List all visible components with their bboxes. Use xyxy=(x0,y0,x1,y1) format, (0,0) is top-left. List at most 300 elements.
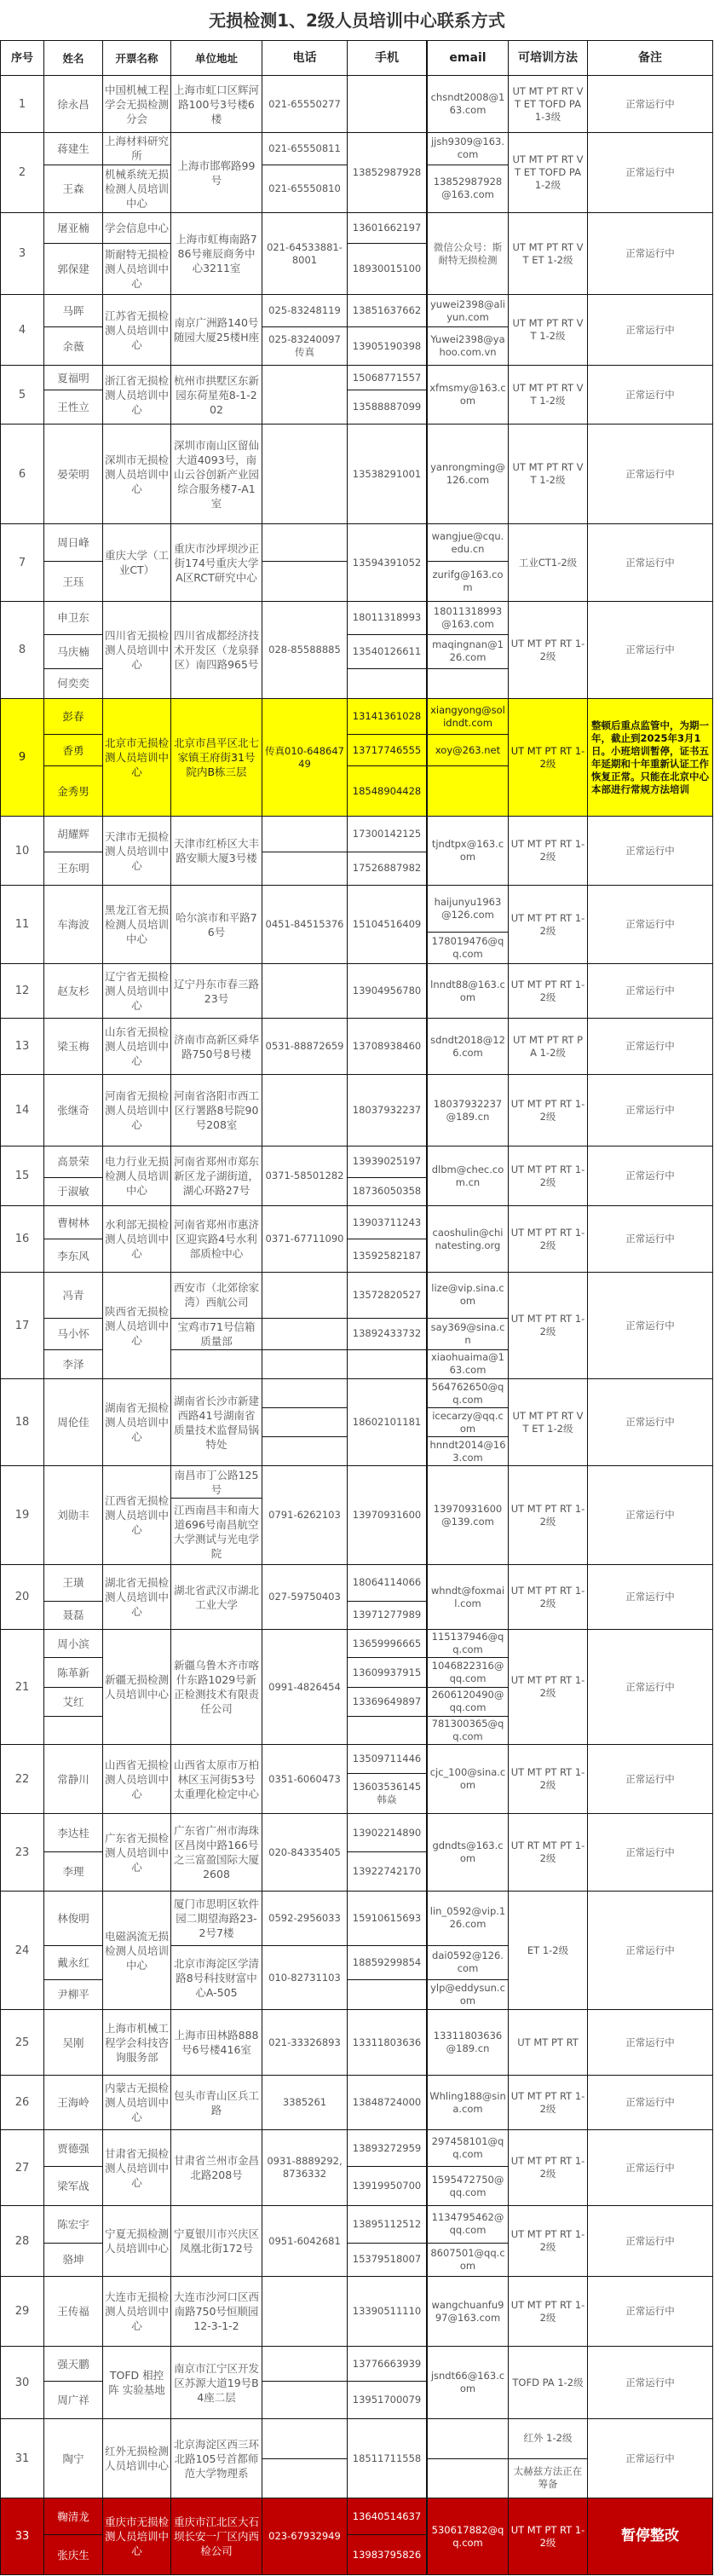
table-row xyxy=(1,2076,713,2130)
mobile-value: 13572820527 xyxy=(352,1288,422,1301)
email-value[interactable]: wangchuanfu997@163.com xyxy=(431,2298,504,2324)
cell-name xyxy=(44,1466,103,1564)
header-label: email xyxy=(449,50,487,65)
cell-remarks xyxy=(588,1075,713,1146)
invoice-name-value: 甘肃省无损检测人员培训中心 xyxy=(105,2146,170,2189)
cell-remarks xyxy=(588,1814,713,1891)
mobile-value: 13369649897 xyxy=(348,1687,426,1716)
methods-value: UT MT PT RT VT 1-2级 xyxy=(512,461,584,486)
cell-phone xyxy=(262,76,348,132)
mobile-value: 13971277989 xyxy=(348,1601,426,1629)
index-value: 27 xyxy=(14,2161,30,2175)
cell-methods xyxy=(509,1565,588,1629)
name-value: 李东风 xyxy=(44,1239,102,1272)
phone-value: 021-65550810 xyxy=(262,165,347,212)
cell-invoice-name xyxy=(103,524,171,601)
remarks-value: 正常运行中 xyxy=(625,2234,675,2247)
email-value[interactable]: cjc_100@sina.com xyxy=(429,1766,506,1791)
cell-index xyxy=(1,2130,44,2205)
email-value[interactable]: 1134795462@qq.com xyxy=(431,2211,504,2237)
address-value: 河南省郑州市惠济区迎宾路4号水利部质检中心 xyxy=(173,1218,259,1260)
cell-phone xyxy=(262,2010,348,2075)
phone-value: 0791-6262103 xyxy=(268,1509,341,1521)
phone-value xyxy=(262,817,347,852)
methods-value: UT MT PT RT 1-2级 xyxy=(510,838,585,863)
email-value[interactable]: 18037932237@189.cn xyxy=(433,1097,503,1123)
email-value[interactable]: zurifg@163.com xyxy=(428,561,508,601)
cell-invoice-name xyxy=(103,1206,171,1272)
email-value[interactable]: 1595472750@qq.com xyxy=(428,2166,508,2205)
name-value: 周日峰 xyxy=(57,536,89,550)
cell-invoice-name xyxy=(103,2419,171,2498)
header-cell-index xyxy=(1,41,44,75)
email-value[interactable]: 115137946@qq.com xyxy=(431,1631,504,1655)
cell-methods xyxy=(509,1466,588,1564)
address-value: 南京市江宁区开发区苏源大道19号B4座二层 xyxy=(173,2361,259,2404)
email-value[interactable]: tjndtpx@163.com xyxy=(431,838,504,863)
phone-value: 023-67932949 xyxy=(268,2530,341,2542)
cell-email xyxy=(428,295,509,365)
phone-value xyxy=(262,366,347,424)
methods-value: UT MT PT RT PA 1-2级 xyxy=(512,1033,584,1059)
cell-address xyxy=(171,1146,262,1205)
cell-address xyxy=(171,1379,262,1465)
methods-value: UT MT PT RT 1-2级 xyxy=(510,1584,585,1609)
email-value[interactable]: xiaohuaima@163.com xyxy=(428,1349,508,1378)
address-value: 重庆市江北区大石坝长安一厂区内西检公司 xyxy=(173,2515,259,2557)
address-value: 南京广洲路140号随园大厦25楼H座 xyxy=(173,316,260,344)
cell-invoice-name xyxy=(103,366,171,424)
table-row xyxy=(1,2130,713,2206)
cell-remarks xyxy=(588,817,713,885)
remarks-value: 正常运行中 xyxy=(625,166,675,178)
cell-index xyxy=(1,886,44,963)
cell-methods xyxy=(509,1630,588,1744)
cell-mobile xyxy=(348,1379,428,1465)
address-value: 上海市邯郸路99号 xyxy=(177,159,256,187)
cell-methods xyxy=(509,2206,588,2276)
email-value[interactable]: 8607501@qq.com xyxy=(428,2243,508,2276)
cell-phone xyxy=(262,1565,348,1629)
cell-phone xyxy=(262,817,348,885)
cell-name xyxy=(44,2419,103,2498)
cell-email xyxy=(428,2206,509,2276)
cell-methods xyxy=(509,2498,588,2574)
mobile-value: 13708938460 xyxy=(352,1040,422,1052)
name-value: 王珏 xyxy=(44,561,102,601)
email-value[interactable]: ylp@eddysun.com xyxy=(428,1979,508,2009)
cell-address xyxy=(171,1206,262,1272)
mobile-value: 13141361028 xyxy=(352,710,422,723)
header-cell-invoice-name xyxy=(103,41,171,75)
phone-value: 025-83248119 xyxy=(268,304,341,317)
name-value: 车海波 xyxy=(57,918,89,931)
cell-phone xyxy=(262,2277,348,2346)
cell-methods xyxy=(509,1814,588,1891)
cell-email xyxy=(428,1630,509,1744)
cell-remarks xyxy=(588,1379,713,1465)
phone-value: 0931-8889292,8736332 xyxy=(267,2155,343,2180)
name-value: 王东明 xyxy=(44,852,102,885)
email-value[interactable]: 178019476@qq.com xyxy=(428,932,508,963)
index-value: 26 xyxy=(14,2096,30,2109)
cell-email xyxy=(428,2010,509,2075)
cell-remarks xyxy=(588,133,713,212)
cell-email xyxy=(428,1379,509,1465)
invoice-name-value: 山西省无损检测人员培训中心 xyxy=(105,1758,170,1800)
cell-name xyxy=(44,425,103,523)
email-value[interactable]: dai0592@126.com xyxy=(428,1945,508,1979)
email-value[interactable]: 2606120490@qq.com xyxy=(428,1687,508,1716)
cell-invoice-name xyxy=(103,2076,171,2129)
phone-value: 3385261 xyxy=(282,2096,327,2108)
name-value: 蒋建生 xyxy=(57,142,89,155)
header-cell-address xyxy=(171,41,262,75)
cell-name xyxy=(44,1630,103,1744)
cell-phone xyxy=(262,2419,348,2498)
address-value: 深圳市南山区留仙大道4093号，南山云谷创新产业园综合服务楼7-A1室 xyxy=(173,438,259,510)
cell-name xyxy=(44,295,103,365)
mobile-value: 13939025197 xyxy=(352,1155,422,1168)
cell-index xyxy=(1,1745,44,1813)
email-value[interactable]: 781300365@qq.com xyxy=(428,1716,508,1744)
phone-value: 021-33326893 xyxy=(268,2036,341,2048)
email-value[interactable]: yanrongming@126.com xyxy=(430,461,505,486)
cell-index xyxy=(1,602,44,698)
name-value: 何奕奕 xyxy=(44,668,102,698)
invoice-name-value: 中国机械工程学会无损检测分会 xyxy=(105,83,170,125)
mobile-value: 18011318993 xyxy=(352,611,422,624)
methods-value: UT MT PT RT 1-2级 xyxy=(510,1097,585,1123)
cell-invoice-name xyxy=(103,2130,171,2205)
cell-email xyxy=(428,1146,509,1205)
cell-methods xyxy=(509,213,588,294)
page-title: 无损检测1、2级人员培训中心联系方式 xyxy=(209,10,505,31)
table-row xyxy=(1,2277,713,2347)
email-value[interactable]: 1046822316@qq.com xyxy=(428,1657,508,1687)
cell-invoice-name xyxy=(103,425,171,523)
email-value[interactable]: 13852987928@163.com xyxy=(428,165,508,212)
cell-methods xyxy=(509,1146,588,1205)
cell-address xyxy=(171,1466,262,1564)
email-value[interactable]: 18011318993@163.com xyxy=(433,604,503,630)
table-row xyxy=(1,699,713,817)
cell-mobile xyxy=(348,1019,428,1074)
table-header-row xyxy=(1,41,713,76)
cell-email xyxy=(428,1466,509,1564)
phone-value: 0592-2956033 xyxy=(268,1912,341,1925)
email-value[interactable]: lize@vip.sina.com xyxy=(431,1282,504,1308)
email-value[interactable]: gdndts@163.com xyxy=(432,1840,504,1864)
cell-index xyxy=(1,213,44,294)
cell-email xyxy=(428,2347,509,2418)
cell-phone xyxy=(262,425,348,523)
header-label: 备注 xyxy=(638,50,662,65)
cell-phone xyxy=(262,2076,348,2129)
email-value[interactable]: lnndt88@163.com xyxy=(430,978,505,1003)
address-value: 河南省郑州市郑东新区龙子湖街道，湖心环路27号 xyxy=(173,1155,259,1197)
cell-mobile xyxy=(348,1206,428,1272)
index-value: 8 xyxy=(18,644,26,656)
email-value[interactable]: say369@sina.cn xyxy=(428,1318,508,1349)
remarks-value: 正常运行中 xyxy=(625,247,675,259)
index-value: 2 xyxy=(18,166,26,179)
cell-methods xyxy=(509,817,588,885)
invoice-name-value: 大连市无损检测人员培训中心 xyxy=(105,2290,170,2332)
mobile-value: 18064114066 xyxy=(352,1576,422,1589)
mobile-value: 18736050358 xyxy=(348,1177,426,1205)
cell-address xyxy=(171,1019,262,1074)
header-label: 可培训方法 xyxy=(518,50,578,65)
name-value: 戴永红 xyxy=(44,1945,102,1979)
email-value[interactable]: 13311803636@189.cn xyxy=(433,2030,503,2054)
name-value: 艾红 xyxy=(44,1687,102,1716)
table-row xyxy=(1,133,713,213)
cell-phone xyxy=(262,1379,348,1465)
email-value[interactable]: hnndt2014@163.com xyxy=(428,1436,508,1465)
email-value xyxy=(428,668,508,698)
email-value[interactable]: xfmsmy@163.com xyxy=(429,382,506,407)
email-value[interactable]: 微信公众号：斯耐特无损检测 xyxy=(433,240,503,266)
phone-value: 0351-6060473 xyxy=(268,1772,341,1785)
cell-address xyxy=(171,1273,262,1378)
mobile-value: 13852987928 xyxy=(352,166,422,178)
email-value xyxy=(428,2458,508,2498)
cell-address xyxy=(171,2498,262,2574)
cell-phone xyxy=(262,213,348,294)
remarks-value: 正常运行中 xyxy=(625,1040,675,1052)
methods-value: UT MT PT RT 1-2级 xyxy=(510,744,585,770)
email-value[interactable]: Yuwei2398@yahoo.com.vn xyxy=(428,326,508,365)
name-value: 陈革新 xyxy=(44,1657,102,1687)
methods-value: UT MT PT RT 1-2级 xyxy=(510,1226,585,1251)
cell-invoice-name xyxy=(103,1630,171,1744)
name-value: 李泽 xyxy=(44,1349,102,1378)
cell-index xyxy=(1,2277,44,2346)
cell-index xyxy=(1,295,44,365)
table-row xyxy=(1,1019,713,1075)
cell-remarks xyxy=(588,425,713,523)
email-value[interactable]: yuwei2398@aliyun.com xyxy=(430,297,505,323)
phone-value xyxy=(262,1318,347,1349)
cell-phone xyxy=(262,1466,348,1564)
email-value[interactable]: Whling188@sina.com xyxy=(429,2089,506,2115)
cell-methods xyxy=(509,1075,588,1146)
remarks-value: 正常运行中 xyxy=(625,1944,675,1956)
email-value[interactable]: 13970931600@139.com xyxy=(433,1502,503,1528)
address-value: 广东省广州市海珠区昌岗中路166号之三富盈国际大厦2608 xyxy=(173,1824,259,1880)
cell-index xyxy=(1,366,44,424)
email-value[interactable]: chsndt2008@163.com xyxy=(430,91,505,116)
cell-methods xyxy=(509,1745,588,1813)
cell-email xyxy=(428,524,509,601)
email-value[interactable]: xiangyong@solidndt.com xyxy=(430,703,505,729)
cell-address xyxy=(171,602,262,698)
header-label: 手机 xyxy=(375,50,399,65)
email-value[interactable]: lin_0592@vip.126.com xyxy=(429,1905,506,1931)
mobile-value: 13540126611 xyxy=(348,634,426,668)
remarks-value: 正常运行中 xyxy=(625,97,675,110)
mobile-value: 13390511110 xyxy=(352,2305,422,2317)
cell-index xyxy=(1,1273,44,1378)
cell-remarks xyxy=(588,1630,713,1744)
mobile-value: 18548904428 xyxy=(348,765,426,816)
index-value: 33 xyxy=(14,2530,30,2543)
address-value xyxy=(171,1349,262,1378)
cell-address xyxy=(171,886,262,963)
remarks-value: 正常运行中 xyxy=(625,2452,675,2464)
mobile-value: 13905190398 xyxy=(348,326,426,365)
cell-invoice-name xyxy=(103,1019,171,1074)
mobile-value: 15104516409 xyxy=(352,918,422,930)
name-value: 晏荣明 xyxy=(57,467,89,481)
phone-value: 021-64533881-8001 xyxy=(267,240,343,266)
contact-table xyxy=(0,40,713,2575)
cell-name xyxy=(44,1075,103,1146)
cell-methods xyxy=(509,366,588,424)
email-value[interactable]: haijunyu1963@126.com xyxy=(434,895,502,921)
cell-name xyxy=(44,1565,103,1629)
name-value xyxy=(44,1716,102,1744)
phone-value: 0991-4826454 xyxy=(268,1680,341,1693)
index-value: 11 xyxy=(14,918,30,931)
email-value[interactable]: jjsh9309@163.com xyxy=(430,136,505,161)
table-row xyxy=(1,1630,713,1745)
name-value: 马晖 xyxy=(62,304,84,318)
address-value: 重庆市沙坪坝沙正街174号重庆大学A区RCT研究中心 xyxy=(173,541,259,584)
phone-value xyxy=(262,1379,347,1407)
cell-mobile xyxy=(348,1075,428,1146)
invoice-name-value: 黑龙江省无损检测人员培训中心 xyxy=(105,904,170,945)
cell-invoice-name xyxy=(103,699,171,816)
email-value[interactable]: jsndt66@163.com xyxy=(430,2370,505,2394)
remarks-value: 正常运行中 xyxy=(625,2376,675,2388)
index-value: 23 xyxy=(14,1845,30,1859)
address-value: 山西省太原市万柏林区玉河街53号太重理化检定中心 xyxy=(173,1758,259,1800)
remarks-value: 正常运行中 xyxy=(625,1509,675,1521)
email-value[interactable]: sdndt2018@126.com xyxy=(430,1033,505,1059)
header-cell-phone xyxy=(262,41,348,75)
table-row xyxy=(1,2010,713,2076)
cell-email xyxy=(428,602,509,698)
invoice-name-value: 天津市无损检测人员培训中心 xyxy=(105,829,170,872)
cell-mobile xyxy=(348,2010,428,2075)
remarks-value: 正常运行中 xyxy=(625,1104,675,1116)
mobile-value: 13311803636 xyxy=(352,2036,422,2048)
invoice-name-value: 广东省无损检测人员培训中心 xyxy=(105,1831,170,1874)
index-value: 21 xyxy=(14,1680,30,1694)
email-value[interactable]: caoshulin@chinatesting.org xyxy=(432,1226,504,1251)
mobile-value: 13592582187 xyxy=(348,1239,426,1272)
cell-mobile xyxy=(348,2419,428,2498)
mobile-value: 13609937915 xyxy=(348,1657,426,1687)
cell-index xyxy=(1,817,44,885)
cell-index xyxy=(1,524,44,601)
remarks-value: 暂停整改 xyxy=(621,2527,679,2544)
remarks-value: 正常运行中 xyxy=(625,2161,675,2174)
email-value[interactable]: icecarzy@qq.com xyxy=(428,1407,508,1436)
cell-phone xyxy=(262,1146,348,1205)
name-value: 周广祥 xyxy=(44,2381,102,2418)
table-row xyxy=(1,1892,713,2010)
cell-email xyxy=(428,2076,509,2129)
table-row xyxy=(1,2206,713,2277)
email-value[interactable]: dlbm@chec.com.cn xyxy=(431,1163,504,1188)
email-value[interactable]: 564762650@qq.com xyxy=(431,1380,504,1406)
name-value: 张庆生 xyxy=(44,2534,102,2574)
methods-value: 太赫兹方法正在筹备 xyxy=(509,2458,587,2498)
name-value: 张继奇 xyxy=(57,1104,89,1117)
name-value: 王性立 xyxy=(44,390,102,424)
invoice-name-value: 电力行业无损检测人员培训中心 xyxy=(105,1155,170,1197)
address-value: 湖南省长沙市新建西路41号湖南省质量技术监督局锅特处 xyxy=(173,1394,259,1451)
cell-email xyxy=(428,1814,509,1891)
mobile-value: 18037932237 xyxy=(352,1104,422,1116)
index-value: 13 xyxy=(14,1040,30,1053)
email-value[interactable]: xoy@263.net xyxy=(428,734,508,765)
mobile-value: 13922742170 xyxy=(348,1851,426,1891)
email-value[interactable]: 530617882@qq.com xyxy=(431,2523,504,2549)
cell-methods xyxy=(509,76,588,132)
cell-mobile xyxy=(348,2277,428,2346)
cell-index xyxy=(1,2419,44,2498)
invoice-name-value: TOFD 相控阵 实验基地 xyxy=(108,2369,165,2396)
cell-name xyxy=(44,964,103,1018)
email-value[interactable]: wangjue@cqu.edu.cn xyxy=(431,529,504,555)
remarks-value: 正常运行中 xyxy=(625,1845,675,1858)
email-value[interactable]: maqingnan@126.com xyxy=(428,634,508,668)
cell-name xyxy=(44,1745,103,1813)
methods-value: UT MT PT RT VT ET TOFD PA 1-3级 xyxy=(512,84,584,123)
cell-mobile xyxy=(348,2206,428,2276)
cell-invoice-name xyxy=(103,1814,171,1891)
cell-remarks xyxy=(588,2347,713,2418)
table-row xyxy=(1,366,713,425)
cell-name xyxy=(44,699,103,816)
mobile-value: 13848724000 xyxy=(352,2096,422,2108)
phone-value xyxy=(262,2458,347,2498)
remarks-value: 整顿后重点监管中，为期一年，截止到2025年3月1日。小班培训暂停，证书五年延期和十年重新认证工作恢复正常。只能在北京中心本部进行常规方法培训 xyxy=(591,719,709,795)
phone-value xyxy=(262,1407,347,1436)
name-value: 骆坤 xyxy=(44,2243,102,2276)
cell-mobile xyxy=(348,1814,428,1891)
cell-methods xyxy=(509,1273,588,1378)
email-value[interactable]: 297458101@qq.com xyxy=(431,2135,504,2161)
index-value: 9 xyxy=(18,751,26,764)
index-value: 24 xyxy=(14,1944,30,1957)
cell-name xyxy=(44,2076,103,2129)
cell-mobile xyxy=(348,366,428,424)
email-value[interactable]: whndt@foxmail.com xyxy=(430,1584,505,1609)
address-value: 南昌市丁公路125号 xyxy=(174,1468,259,1496)
cell-methods xyxy=(509,699,588,816)
cell-remarks xyxy=(588,1146,713,1205)
cell-remarks xyxy=(588,76,713,132)
cell-name xyxy=(44,886,103,963)
cell-phone xyxy=(262,2130,348,2205)
table-row xyxy=(1,817,713,886)
name-value: 陶宁 xyxy=(62,2452,84,2465)
mobile-value: 15379518007 xyxy=(348,2243,426,2276)
remarks-value: 正常运行中 xyxy=(625,985,675,996)
cell-name xyxy=(44,2206,103,2276)
table-row xyxy=(1,76,713,133)
cell-mobile xyxy=(348,2130,428,2205)
table-row xyxy=(1,524,713,602)
name-value: 刘勋丰 xyxy=(57,1509,89,1522)
cell-index xyxy=(1,1019,44,1074)
index-value: 19 xyxy=(14,1509,30,1522)
